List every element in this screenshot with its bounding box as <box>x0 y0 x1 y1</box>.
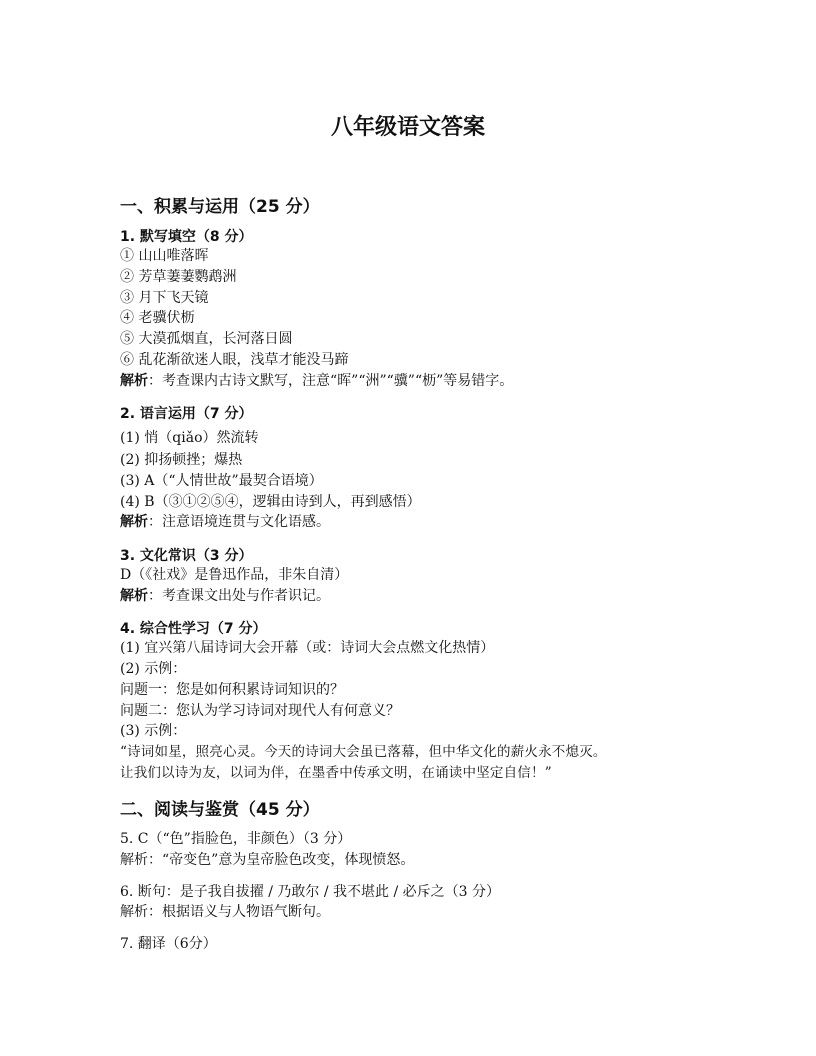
answer-line: 让我们以诗为友，以词为伴，在墨香中传承文明，在诵读中坚定自信！” <box>120 765 552 781</box>
analysis-text: ：考查课内古诗文默写，注意“晖”“洲”“骥”“枥”等易错字。 <box>148 373 514 389</box>
answer-line: 解析：根据语义与人物语气断句。 <box>120 904 330 920</box>
answer-line: 5. C（“色”指脸色，非颜色）（3 分） <box>120 831 352 847</box>
answer-line: ③ 月下飞天镜 <box>120 290 209 306</box>
answer-line: ⑤ 大漠孤烟直，长河落日圆 <box>120 331 293 347</box>
analysis-label: 解析 <box>120 373 148 389</box>
answer-line: ① 山山唯落晖 <box>120 248 209 264</box>
question-heading-2: 2. 语言运用（7 分） <box>120 406 253 422</box>
answer-line: (2) 抑扬顿挫；爆热 <box>120 452 243 468</box>
question-heading-4: 4. 综合性学习（7 分） <box>120 621 267 637</box>
answer-line: (1) 宜兴第八届诗词大会开幕（或：诗词大会点燃文化热情） <box>120 640 495 656</box>
answer-line: D（《社戏》是鲁迅作品，非朱自清） <box>120 567 349 583</box>
answer-line: 解析：“帝变色”意为皇帝脸色改变，体现愤怒。 <box>120 852 415 868</box>
answer-line: (4) B（③①②⑤④，逻辑由诗到人，再到感悟） <box>120 494 421 510</box>
page-title: 八年级语文答案 <box>330 115 485 140</box>
question-heading-1: 1. 默写填空（8 分） <box>120 229 253 245</box>
analysis-label: 解析 <box>120 514 148 530</box>
answer-line: 7. 翻译（6分） <box>120 936 217 952</box>
analysis-label: 解析 <box>120 588 148 604</box>
answer-line: ④ 老骥伏枥 <box>120 310 195 326</box>
question-heading-3: 3. 文化常识（3 分） <box>120 548 253 564</box>
analysis-line <box>120 586 330 606</box>
answer-line: 问题一：您是如何积累诗词知识的？ <box>120 682 344 698</box>
analysis-text: ：考查课文出处与作者识记。 <box>148 588 330 604</box>
answer-line: 问题二：您认为学习诗词对现代人有何意义？ <box>120 703 400 719</box>
answer-line: “诗词如星，照亮心灵。今天的诗词大会虽已落幕，但中华文化的薪火永不熄灭。 <box>120 744 607 760</box>
analysis-line <box>120 371 513 391</box>
answer-line: (3) 示例： <box>120 723 187 739</box>
answer-line: ② 芳草萋萋鹦鹉洲 <box>120 269 237 285</box>
answer-line: (1) 悄（qiǎo）然流转 <box>120 430 259 446</box>
answer-line: (3) A（“人情世故”最契合语境） <box>120 473 323 489</box>
answer-line: (2) 示例： <box>120 661 187 677</box>
answer-line: 6. 断句：是子我自拔擢 / 乃敢尔 / 我不堪此 / 必斥之（3 分） <box>120 884 501 900</box>
section-heading-1: 一、积累与运用（25 分） <box>120 197 320 217</box>
section-heading-2: 二、阅读与鉴赏（45 分） <box>120 800 320 820</box>
analysis-line <box>120 512 330 532</box>
answer-line: ⑥ 乱花渐欲迷人眼，浅草才能没马蹄 <box>120 352 349 368</box>
analysis-text: ：注意语境连贯与文化语感。 <box>148 514 330 530</box>
